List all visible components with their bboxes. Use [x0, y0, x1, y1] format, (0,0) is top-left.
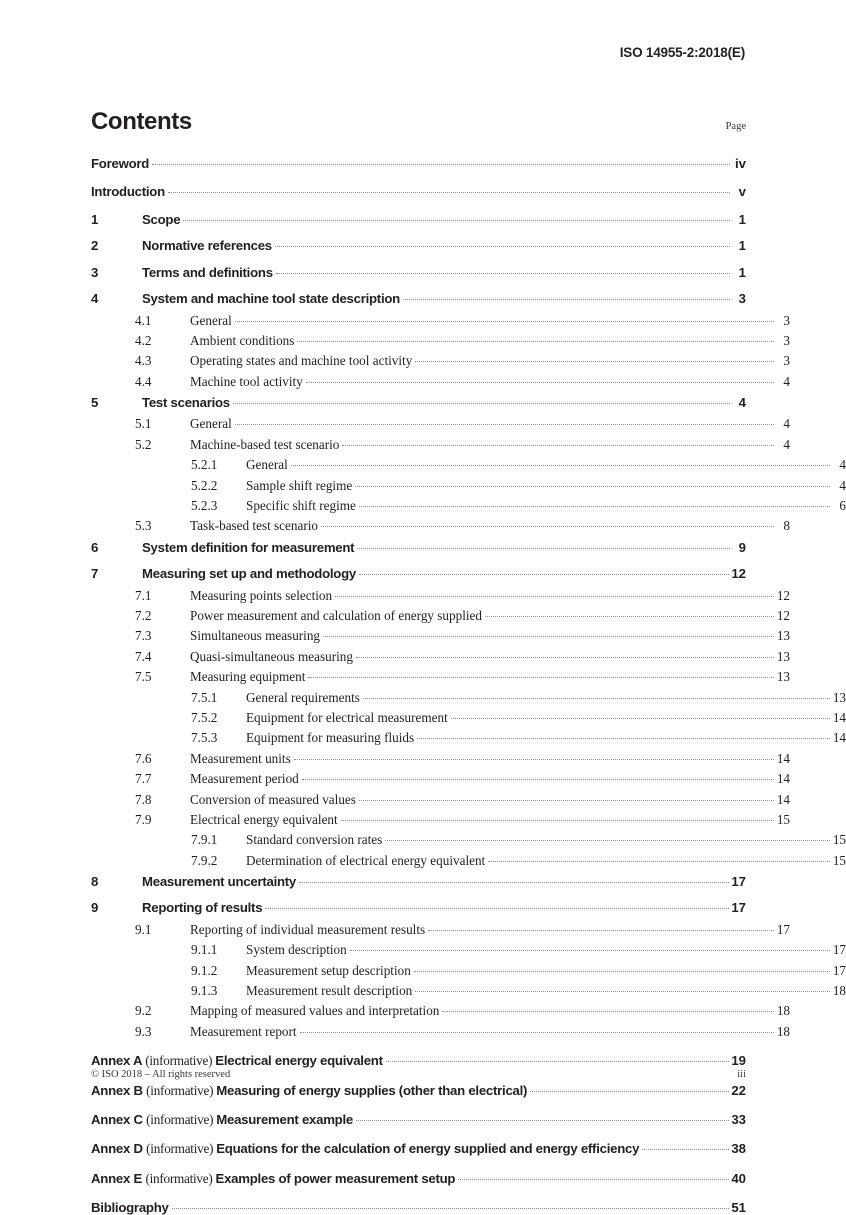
toc-entry-label: Operating states and machine tool activity — [190, 353, 413, 369]
toc-entry-5.2.2[interactable] — [91, 476, 846, 491]
dot-leader — [299, 873, 729, 886]
dot-leader — [291, 456, 830, 469]
toc-entry-2[interactable] — [91, 237, 746, 252]
page-column-label: Page — [725, 121, 746, 132]
toc-entry-page: 8 — [783, 518, 790, 534]
dot-leader — [323, 627, 774, 640]
toc-entry-label: System and machine tool state description — [142, 291, 400, 307]
toc-entry-page: 13 — [832, 689, 846, 705]
toc-entry-label: System definition for measurement — [142, 539, 355, 555]
toc-entry-label: Power measurement and calculation of energy supplied — [190, 608, 482, 623]
toc-entry-label: Measuring points selection — [190, 587, 333, 603]
toc-entry-4.3[interactable] — [91, 352, 790, 367]
dot-leader — [235, 311, 774, 324]
page-title: Contents — [91, 108, 192, 135]
toc-entry-9.1.3[interactable] — [91, 982, 846, 997]
toc-annex-title: Measuring of energy supplies (other than electrical) — [216, 1082, 528, 1098]
toc-entry-page: 15 — [832, 832, 846, 848]
toc-entry-number: 5.2.1 — [191, 457, 218, 473]
toc-entry-label: System description — [246, 942, 347, 958]
toc-entry-7.5[interactable] — [91, 668, 790, 683]
toc-entry-number: 5 — [91, 395, 99, 411]
toc-entry-page: 13 — [776, 628, 790, 644]
toc-entry-page: 13 — [776, 648, 790, 664]
toc-annex-label — [91, 1054, 385, 1067]
toc-entry-5.2.3[interactable] — [91, 497, 846, 512]
toc-entry-9.1.2[interactable] — [91, 961, 846, 976]
dot-leader — [451, 709, 830, 722]
toc-entry-label: Equipment for measuring fluids — [246, 730, 415, 746]
toc-entry-7.9.1[interactable] — [91, 831, 846, 846]
toc-entry-label: Conversion of measured values — [190, 791, 356, 807]
toc-entry-label: Introduction — [91, 183, 165, 199]
dot-leader — [341, 811, 774, 824]
toc-entry-label: Task-based test scenario — [190, 518, 318, 534]
toc-entry-5[interactable] — [91, 394, 746, 409]
toc-entry-number: 4 — [91, 291, 99, 307]
toc-entry-label: Specific shift regime — [246, 498, 356, 514]
toc-entry-label: Measurement setup description — [246, 962, 411, 978]
dot-leader — [359, 497, 830, 510]
toc-annex-note: (informative) — [146, 1082, 217, 1098]
toc-entry-number: 7.9.2 — [191, 852, 218, 868]
toc-entry-page: iv — [735, 156, 746, 172]
toc-entry-number: 9 — [91, 900, 99, 916]
toc-entry-label: Measurement report — [190, 1023, 297, 1039]
dot-leader — [308, 668, 774, 681]
toc-entry-page: 51 — [731, 1200, 746, 1215]
toc-entry-number: 2 — [91, 238, 99, 254]
toc-entry-9.2[interactable] — [91, 1002, 790, 1017]
toc-entry-page: 15 — [776, 811, 790, 827]
toc-annex-prefix: Annex E — [91, 1170, 146, 1186]
toc-entry-page: 18 — [776, 1023, 790, 1039]
toc-entry-label: Determination of electrical energy equivalent — [246, 852, 486, 868]
toc-entry-label: Measurement period — [190, 771, 299, 787]
toc-entry-page: 9 — [738, 539, 746, 555]
dot-leader — [294, 750, 774, 763]
dot-leader — [275, 237, 730, 250]
toc-entry-7[interactable] — [91, 565, 746, 580]
toc-annex-prefix: Annex B — [91, 1082, 147, 1098]
dot-leader — [530, 1081, 729, 1094]
toc-entry-number: 9.2 — [135, 1003, 152, 1019]
toc-entry-bibliography[interactable] — [91, 1199, 746, 1214]
toc-entry-number: 9.1 — [135, 921, 152, 937]
dot-leader — [265, 899, 729, 912]
toc-entry-label: Measuring equipment — [190, 669, 306, 685]
toc-annex-prefix: Annex D — [91, 1141, 147, 1157]
dot-leader — [488, 852, 830, 865]
toc-entry-number: 7.8 — [135, 791, 152, 807]
dot-leader — [386, 1052, 730, 1065]
toc-entry-label: Machine tool activity — [190, 373, 303, 389]
toc-entry-page: 4 — [839, 457, 846, 473]
toc-entry-label: Normative references — [142, 238, 272, 254]
dot-leader — [335, 586, 774, 599]
toc-entry-7.8[interactable] — [91, 790, 790, 805]
toc-entry-7.5.3[interactable] — [91, 729, 846, 744]
toc-entry-page: 6 — [839, 498, 846, 514]
toc-entry-4[interactable] — [91, 290, 746, 305]
dot-leader — [357, 539, 730, 552]
toc-annex-label — [91, 1084, 529, 1097]
dot-leader — [168, 182, 730, 195]
toc-entry-number: 4.4 — [135, 373, 152, 389]
toc-entry-label: Simultaneous measuring — [190, 628, 321, 644]
toc-entry-page: 4 — [783, 416, 790, 432]
toc-entry-page: 18 — [832, 983, 846, 999]
dot-leader — [302, 770, 774, 783]
toc-entry-number: 9.3 — [135, 1023, 152, 1039]
toc-entry-label: Test scenarios — [142, 395, 230, 411]
toc-annex-title: Examples of power measurement setup — [215, 1170, 456, 1186]
toc-entry-number: 5.3 — [135, 518, 152, 534]
toc-entry-page: 12 — [776, 587, 790, 603]
toc-annex-note: (informative) — [146, 1141, 217, 1157]
toc-entry-number: 5.1 — [135, 416, 152, 432]
dot-leader — [415, 982, 830, 995]
toc-entry-7.7[interactable] — [91, 770, 790, 785]
toc-entry-number: 9.1.2 — [191, 962, 218, 978]
toc-entry-number: 7.9 — [135, 811, 152, 827]
dot-leader — [297, 332, 774, 345]
toc-entry-page: 18 — [776, 1003, 790, 1019]
toc-entry-number: 1 — [91, 211, 99, 227]
dot-leader — [300, 1023, 774, 1036]
toc-annex-a[interactable] — [91, 1052, 746, 1067]
toc-entry-label: General — [190, 312, 232, 328]
toc-entry-number: 5.2.2 — [191, 477, 218, 493]
toc-entry-introduction[interactable] — [91, 182, 746, 197]
dot-leader — [485, 607, 774, 620]
toc-annex-page: 38 — [731, 1141, 746, 1157]
toc-annex-page: 33 — [731, 1111, 746, 1127]
toc-entry-label: Terms and definitions — [142, 264, 273, 280]
dot-leader — [417, 729, 830, 742]
table-of-contents — [91, 155, 846, 1215]
dot-leader — [385, 831, 830, 844]
dot-leader — [152, 155, 730, 168]
copyright-notice: © ISO 2018 – All rights reserved — [91, 1069, 231, 1080]
toc-annex-label — [91, 1172, 457, 1185]
toc-entry-label: Measurement uncertainty — [142, 874, 297, 890]
toc-entry-page: 14 — [832, 730, 846, 746]
toc-annex-c[interactable] — [91, 1111, 746, 1126]
toc-entry-label: Bibliography — [91, 1200, 169, 1215]
toc-entry-number: 7.5 — [135, 669, 152, 685]
toc-entry-label: Electrical energy equivalent — [190, 811, 338, 827]
toc-entry-label: Sample shift regime — [246, 477, 353, 493]
toc-entry-label: Reporting of results — [142, 900, 263, 916]
toc-entry-label: Scope — [142, 211, 181, 227]
toc-entry-7.5.1[interactable] — [91, 688, 846, 703]
toc-entry-page: 4 — [839, 477, 846, 493]
dot-leader — [414, 961, 830, 974]
toc-entry-page: 17 — [776, 921, 790, 937]
dot-leader — [276, 264, 730, 277]
toc-annex-prefix: Annex A — [91, 1053, 146, 1069]
toc-entry-5.3[interactable] — [91, 517, 790, 532]
contents-heading-row — [91, 108, 746, 136]
toc-entry-3[interactable] — [91, 264, 746, 279]
toc-entry-7.3[interactable] — [91, 627, 790, 642]
toc-entry-1[interactable] — [91, 211, 746, 226]
toc-entry-label: Measurement result description — [246, 983, 413, 999]
toc-entry-page: 1 — [738, 211, 746, 227]
toc-entry-page: 4 — [783, 436, 790, 452]
toc-annex-e[interactable] — [91, 1170, 746, 1185]
toc-annex-page: 40 — [731, 1170, 746, 1186]
toc-annex-note: (informative) — [146, 1111, 217, 1127]
dot-leader — [342, 436, 774, 449]
toc-entry-page: 3 — [783, 353, 790, 369]
toc-entry-number: 9.1.3 — [191, 983, 218, 999]
page-folio: iii — [737, 1069, 746, 1080]
toc-entry-9.1.1[interactable] — [91, 941, 846, 956]
toc-entry-label: Measurement units — [190, 750, 291, 766]
toc-entry-page: 14 — [776, 771, 790, 787]
dot-leader — [356, 1111, 729, 1124]
dot-leader — [415, 352, 774, 365]
toc-entry-7.2[interactable] — [91, 607, 790, 622]
toc-entry-number: 7.7 — [135, 771, 152, 787]
toc-entry-page: 17 — [832, 962, 846, 978]
toc-entry-7.4[interactable] — [91, 648, 790, 663]
toc-entry-number: 9.1.1 — [191, 942, 218, 958]
dot-leader — [458, 1170, 729, 1183]
toc-annex-prefix: Annex C — [91, 1111, 147, 1127]
toc-entry-page: v — [738, 183, 746, 199]
toc-annex-b[interactable] — [91, 1081, 746, 1096]
toc-entry-5.2.1[interactable] — [91, 456, 846, 471]
toc-entry-page: 1 — [738, 264, 746, 280]
toc-entry-page: 14 — [776, 791, 790, 807]
dot-leader — [355, 476, 830, 489]
toc-entry-page: 3 — [738, 291, 746, 307]
toc-entry-page: 17 — [832, 942, 846, 958]
toc-entry-label: Standard conversion rates — [246, 832, 383, 848]
toc-entry-7.6[interactable] — [91, 750, 790, 765]
toc-annex-title: Electrical energy equivalent — [215, 1053, 383, 1069]
toc-entry-number: 7.6 — [135, 750, 152, 766]
toc-entry-label: Machine-based test scenario — [190, 436, 340, 452]
page-footer — [91, 1069, 746, 1080]
toc-entry-number: 4.1 — [135, 312, 152, 328]
toc-entry-5.1[interactable] — [91, 415, 790, 430]
toc-entry-label: General — [190, 416, 232, 432]
toc-entry-number: 6 — [91, 539, 99, 555]
toc-entry-page: 4 — [783, 373, 790, 389]
toc-entry-page: 3 — [783, 332, 790, 348]
toc-entry-number: 8 — [91, 874, 99, 890]
toc-entry-page: 4 — [738, 395, 746, 411]
dot-leader — [233, 394, 730, 407]
dot-leader — [359, 790, 774, 803]
toc-entry-label: Reporting of individual measurement results — [190, 921, 426, 937]
toc-entry-number: 7.5.3 — [191, 730, 218, 746]
toc-entry-number: 7.3 — [135, 628, 152, 644]
toc-entry-page: 3 — [783, 312, 790, 328]
toc-entry-7.1[interactable] — [91, 586, 790, 601]
toc-entry-page: 1 — [738, 238, 746, 254]
toc-entry-4.1[interactable] — [91, 311, 790, 326]
toc-annex-note: (informative) — [145, 1170, 216, 1186]
toc-entry-number: 5.2.3 — [191, 498, 218, 514]
toc-entry-5.2[interactable] — [91, 436, 790, 451]
dot-leader — [359, 565, 729, 578]
toc-entry-label: Foreword — [91, 156, 150, 172]
toc-entry-number: 7.9.1 — [191, 832, 218, 848]
toc-entry-9.3[interactable] — [91, 1023, 790, 1038]
toc-entry-7.9.2[interactable] — [91, 852, 846, 867]
dot-leader — [642, 1140, 729, 1153]
toc-entry-4.4[interactable] — [91, 373, 790, 388]
toc-entry-page: 17 — [731, 900, 746, 916]
toc-entry-number: 5.2 — [135, 436, 152, 452]
toc-annex-page: 22 — [731, 1082, 746, 1098]
dot-leader — [321, 517, 774, 530]
dot-leader — [172, 1199, 730, 1212]
toc-entry-foreword[interactable] — [91, 155, 746, 170]
toc-entry-label: Measuring set up and methodology — [142, 566, 357, 582]
toc-entry-page: 12 — [776, 608, 790, 623]
toc-entry-label: Ambient conditions — [190, 332, 295, 348]
toc-entry-8[interactable] — [91, 873, 746, 888]
toc-annex-label — [91, 1142, 641, 1155]
toc-entry-number: 7 — [91, 566, 99, 582]
toc-entry-9.1[interactable] — [91, 921, 790, 936]
dot-leader — [442, 1002, 774, 1015]
toc-entry-page: 13 — [776, 669, 790, 685]
toc-entry-label: Equipment for electrical measurement — [246, 709, 448, 725]
toc-entry-6[interactable] — [91, 539, 746, 554]
dot-leader — [428, 921, 774, 934]
toc-annex-label — [91, 1113, 355, 1126]
toc-entry-7.5.2[interactable] — [91, 709, 846, 724]
toc-entry-number: 7.5.1 — [191, 689, 218, 705]
document-reference-header: ISO 14955-2:2018(E) — [619, 45, 745, 60]
toc-annex-note: (informative) — [145, 1053, 216, 1069]
toc-entry-label: General requirements — [246, 689, 360, 705]
dot-leader — [350, 941, 830, 954]
toc-entry-4.2[interactable] — [91, 332, 790, 347]
toc-entry-number: 7.1 — [135, 587, 152, 603]
toc-entry-number: 7.2 — [135, 608, 152, 623]
toc-entry-label: General — [246, 457, 288, 473]
toc-annex-page: 19 — [731, 1053, 746, 1069]
toc-entry-number: 7.4 — [135, 648, 152, 664]
dot-leader — [183, 211, 730, 224]
toc-annex-title: Equations for the calculation of energy supplied and energy efficiency — [216, 1141, 640, 1157]
dot-leader — [306, 373, 774, 386]
toc-entry-7.9[interactable] — [91, 811, 790, 826]
toc-entry-page: 17 — [731, 874, 746, 890]
toc-annex-d[interactable] — [91, 1140, 746, 1155]
toc-annex-title: Measurement example — [216, 1111, 353, 1127]
toc-entry-number: 7.5.2 — [191, 709, 218, 725]
toc-entry-label: Quasi-simultaneous measuring — [190, 648, 353, 664]
dot-leader — [356, 648, 774, 661]
toc-entry-number: 3 — [91, 264, 99, 280]
toc-entry-9[interactable] — [91, 899, 746, 914]
toc-entry-label: Mapping of measured values and interpretation — [190, 1003, 440, 1019]
toc-entry-page: 12 — [731, 566, 746, 582]
toc-entry-page: 14 — [832, 709, 846, 725]
dot-leader — [403, 290, 730, 303]
toc-entry-number: 4.2 — [135, 332, 152, 348]
toc-entry-page: 15 — [832, 852, 846, 868]
dot-leader — [363, 688, 830, 701]
dot-leader — [235, 415, 774, 428]
toc-entry-page: 14 — [776, 750, 790, 766]
toc-entry-number: 4.3 — [135, 353, 152, 369]
